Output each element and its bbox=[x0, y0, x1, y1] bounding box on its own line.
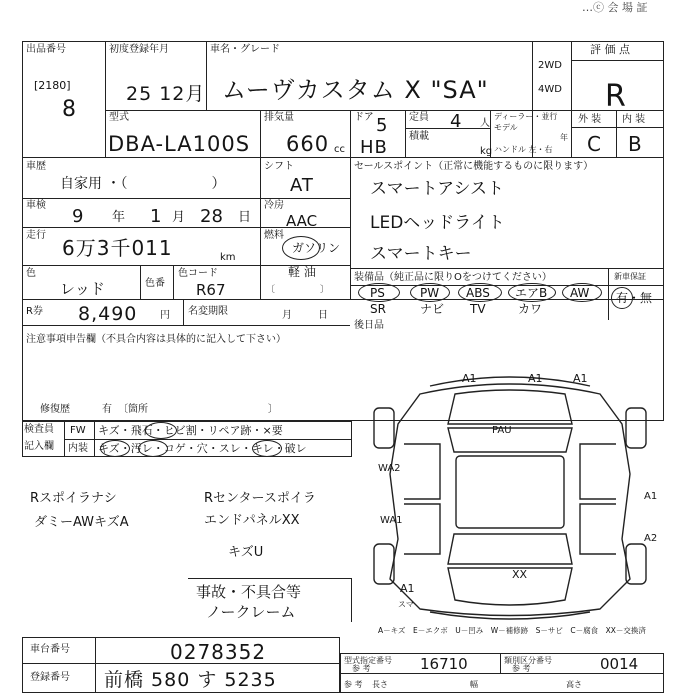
warranty-label: 新車保証 bbox=[614, 272, 646, 281]
hand-note-5: キズU bbox=[228, 545, 264, 560]
equipment-airbag-circle bbox=[508, 283, 556, 302]
repair-bracket: 〔箇所 〕 bbox=[118, 404, 278, 415]
exterior-label: 外 装 bbox=[578, 114, 602, 125]
equipment-airbag: エアB bbox=[515, 286, 548, 300]
mark-wa1: WA1 bbox=[380, 515, 403, 526]
mileage-label: 走行 bbox=[26, 230, 46, 241]
shift-label: シフト bbox=[264, 161, 294, 172]
inspector-l1: 検査員 bbox=[24, 424, 54, 435]
cert-type-value: 16710 bbox=[420, 655, 468, 673]
equipment-ps: PS bbox=[370, 286, 385, 300]
hand-note-4: エンドパネルXX bbox=[204, 513, 300, 528]
mark-a1-rear: A1 bbox=[400, 582, 415, 595]
inspection-day-unit: 日 bbox=[238, 210, 252, 225]
color-code-label: 色コード bbox=[178, 268, 218, 279]
interior-grade: B bbox=[628, 132, 643, 156]
equipment-label: 装備品（純正品に限りOをつけてください） bbox=[354, 272, 552, 283]
repair-value: 有 bbox=[102, 404, 112, 415]
equipment-abs-circle bbox=[458, 283, 502, 302]
usage-label: 車歴 bbox=[26, 161, 46, 172]
registration-value: 前橋 580 す 5235 bbox=[104, 669, 277, 691]
equipment-ps-circle bbox=[358, 283, 400, 302]
name-change-month: 月 bbox=[282, 310, 292, 321]
displacement-value: 660 bbox=[286, 132, 330, 156]
grade-value: R bbox=[605, 79, 627, 114]
damage-legend: A－キズ E－エクボ U－凹み W－補修跡 S－サビ C－腐食 XX－交換済 bbox=[378, 626, 646, 635]
inspector-fw-row: キズ・飛石・ヒビ割・リペア跡・×要 bbox=[98, 424, 283, 437]
mark-pau: PAU bbox=[492, 425, 512, 436]
sales-item-3: スマートキー bbox=[370, 244, 472, 264]
mark-suma: スマ bbox=[398, 600, 414, 609]
equipment-aw: AW bbox=[570, 286, 590, 300]
sales-label: セールスポイント（正常に機能するものに限ります） bbox=[354, 161, 594, 172]
inspector-fw: FW bbox=[70, 425, 86, 436]
inspection-year: 9 bbox=[72, 206, 84, 227]
mark-wa2: WA2 bbox=[378, 463, 401, 474]
lot-label: 出品番号 bbox=[26, 44, 66, 55]
chassis-label: 車台番号 bbox=[30, 644, 70, 655]
fuel-line: 〔 〕 bbox=[266, 285, 330, 295]
usage-value: 自家用 ・（ ） bbox=[60, 176, 226, 192]
header-stamp: …ⓒ 会 場 証 bbox=[582, 1, 648, 14]
registration-label: 登録番号 bbox=[30, 672, 70, 683]
sales-item-1: スマートアシスト bbox=[370, 179, 504, 199]
name-change-label: 名変期限 bbox=[188, 306, 228, 317]
inspection-label: 車検 bbox=[26, 200, 46, 211]
mark-a1-front-left: A1 bbox=[462, 372, 477, 385]
color-code: R67 bbox=[196, 281, 226, 299]
shape-value: HB bbox=[360, 137, 388, 158]
first-reg-label: 初度登録年月 bbox=[109, 44, 169, 55]
first-reg-value: 25 12月 bbox=[126, 83, 206, 105]
cert-class-value: 0014 bbox=[600, 655, 639, 673]
equipment-pw: PW bbox=[420, 286, 440, 300]
dealer-l2: モデル bbox=[494, 123, 518, 132]
chassis-value: 0278352 bbox=[170, 640, 267, 664]
ac-label: 冷房 bbox=[264, 200, 284, 211]
model-type-value: DBA-LA100S bbox=[108, 132, 251, 156]
shift-value: AT bbox=[290, 175, 314, 196]
displacement-label: 排気量 bbox=[264, 112, 294, 123]
equipment-tv: TV bbox=[470, 302, 486, 316]
equipment-leather: カワ bbox=[518, 302, 543, 316]
mark-a1-right: A1 bbox=[644, 491, 658, 502]
model-name-value: ムーヴカスタム X "SA" bbox=[222, 76, 489, 104]
recycle-unit: 円 bbox=[160, 310, 170, 321]
equipment-navi: ナビ bbox=[420, 302, 445, 316]
inspector-nai: 内装 bbox=[68, 443, 88, 454]
inspection-month-unit: 月 bbox=[172, 210, 186, 225]
warranty-circle bbox=[611, 287, 633, 309]
doors-label: ドア bbox=[354, 112, 374, 123]
notes-label: 注意事項申告欄（不具合内容は具体的に記入して下さい） bbox=[26, 334, 286, 345]
fuel-label: 燃料 bbox=[264, 230, 284, 241]
cert-width: 幅 bbox=[470, 680, 478, 689]
mark-a1-front-right: A1 bbox=[573, 372, 588, 385]
recycle-label: R券 bbox=[26, 306, 43, 317]
capacity-label: 定員 bbox=[409, 112, 429, 123]
warranty-value: 有・無 bbox=[616, 291, 653, 305]
model-type-label: 型式 bbox=[109, 112, 129, 123]
dealer-l3: 年 bbox=[560, 133, 568, 142]
recycle-value: 8,490 bbox=[78, 303, 138, 325]
fuel-gas: ガソリン bbox=[292, 241, 341, 255]
capacity-unit: 人 bbox=[480, 118, 490, 129]
equipment-aw-circle bbox=[562, 283, 602, 302]
inspection-day: 28 bbox=[200, 206, 223, 227]
cert-height: 高さ bbox=[566, 680, 582, 689]
interior-label: 内 装 bbox=[622, 114, 646, 125]
grade-label: 評 価 点 bbox=[590, 43, 630, 56]
cert-type-label: 型式指定番号 bbox=[344, 656, 392, 665]
cert-class-label: 類別区分番号 bbox=[504, 656, 552, 665]
color-no-label: 色番 bbox=[145, 278, 165, 289]
mark-circle-2 bbox=[100, 440, 130, 457]
mark-a2-right: A2 bbox=[644, 533, 658, 544]
lot-number: 8 bbox=[62, 97, 77, 122]
displacement-unit: cc bbox=[334, 144, 345, 155]
inspection-year-unit: 年 bbox=[112, 210, 126, 225]
drive-2wd: 2WD bbox=[538, 60, 562, 71]
inspection-month: 1 bbox=[150, 206, 162, 227]
exterior-grade: C bbox=[587, 132, 602, 156]
capacity-value: 4 bbox=[450, 111, 463, 132]
after-day-label: 後日品 bbox=[354, 320, 384, 331]
fuel-gas-circle bbox=[282, 236, 320, 260]
mileage-value: 6万3千011 bbox=[62, 236, 173, 260]
color-value: レッド bbox=[60, 280, 105, 298]
cert-len: 長さ bbox=[372, 680, 388, 689]
doors-value: 5 bbox=[376, 115, 389, 136]
hand-note-3: ダミーAWキズA bbox=[34, 515, 129, 530]
lot-code: [2180] bbox=[34, 79, 71, 92]
load-label: 積載 bbox=[409, 131, 429, 142]
inspector-l2: 記入欄 bbox=[24, 441, 54, 452]
sales-item-2: LEDヘッドライト bbox=[370, 213, 505, 233]
mark-circle-4 bbox=[252, 440, 282, 457]
equipment-pw-circle bbox=[410, 283, 450, 302]
cert-ref-2: 参 考 bbox=[512, 664, 531, 673]
dealer-l4: ハンドル 左・右 bbox=[494, 145, 553, 154]
equipment-abs: ABS bbox=[466, 286, 490, 300]
mark-a1-front-mid: A1 bbox=[528, 372, 543, 385]
mark-circle-3 bbox=[138, 440, 168, 457]
mark-circle-1 bbox=[145, 422, 177, 439]
ac-value: AAC bbox=[286, 212, 318, 230]
hand-note-1: Rスポイラナシ bbox=[30, 491, 117, 506]
inspector-nai-row: キズ・汚レ・コゲ・穴・スレ・キレ・破レ bbox=[98, 442, 307, 455]
accident-line-2: ノークレーム bbox=[206, 603, 296, 621]
model-name-label: 車名・グレード bbox=[210, 44, 280, 55]
drive-4wd: 4WD bbox=[538, 84, 562, 95]
load-unit: kg bbox=[480, 146, 493, 157]
accident-line-1: 事故・不具合等 bbox=[196, 583, 302, 601]
repair-label: 修復歴 bbox=[40, 404, 70, 415]
fuel-oil: 軽 油 bbox=[288, 265, 316, 279]
hand-note-2: Rセンタースポイラ bbox=[204, 491, 316, 506]
cert-ref-1: 参 考 bbox=[352, 664, 371, 673]
color-label: 色 bbox=[26, 268, 36, 279]
mileage-unit: km bbox=[220, 252, 236, 263]
dealer-l1: ディーラー・並行 bbox=[494, 112, 558, 121]
equipment-sr: SR bbox=[370, 302, 386, 316]
mark-xx-rear: XX bbox=[512, 568, 528, 581]
name-change-day: 日 bbox=[318, 310, 328, 321]
cert-ref-3: 参 考 bbox=[344, 680, 363, 689]
